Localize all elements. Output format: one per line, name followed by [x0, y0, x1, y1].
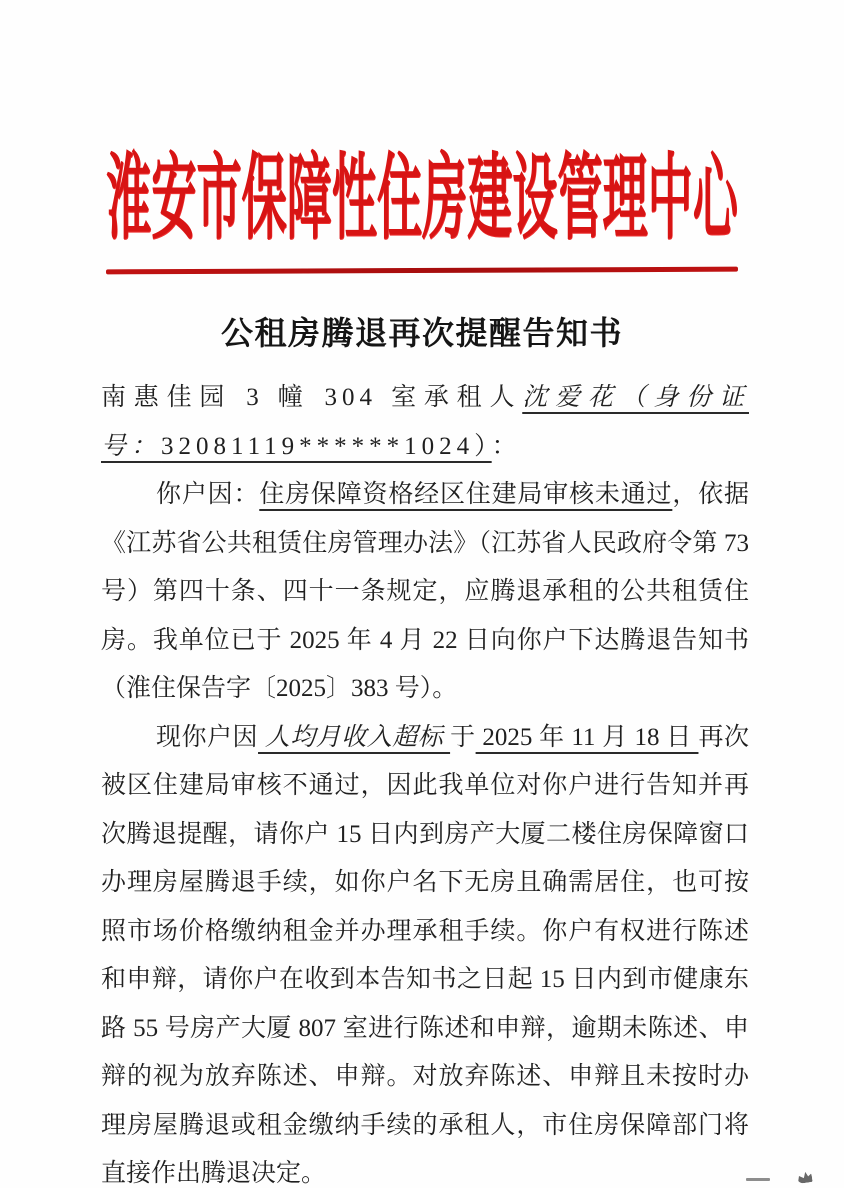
- letterhead-title: 淮安市保障性住房建设管理中心: [106, 148, 738, 252]
- document-body: [101, 374, 749, 1188]
- body-text: ，依据《江苏省公共租赁住房管理办法》（江苏省人民政府令第 73 号）第四十条、四十一条规定，应腾退承租的公共租赁住房。我单位已于 2025 年 4 月 22 日向你户下达腾退告知书（淮住保告字〔2025〕383 号）。: [101, 481, 749, 702]
- filled-blank-text: 沈爱花（身份证号：: [101, 384, 749, 460]
- body-text: 于: [450, 723, 476, 751]
- body-text: ：: [491, 432, 522, 460]
- letterhead-rule: [106, 267, 738, 275]
- paragraph: [101, 471, 749, 714]
- filled-blank-text: 2025 年 11 月 18 日: [475, 723, 699, 751]
- scan-artifact-smudge: [796, 1171, 812, 1184]
- body-text: 再次被区住建局审核不通过，因此我单位对你户进行告知并再次腾退提醒，请你户 15 日内到房产大厦二楼住房保障窗口办理房屋腾退手续，如你户名下无房且确需居住，也可按照市场价格缴纳租金并办理承租手续。你户有权进行陈述和申辩，请你户在收到本告知书之日起 15 日内到市健康东路 55 号房产大厦 807 室进行陈述和申辩，逾期未陈述、申辩的视为放弃陈述、申辩。对放弃陈述、申辩且未按时办理房屋腾退或租金缴纳手续的承租人，市住房保障部门将直接作出腾退决定。: [101, 723, 749, 1187]
- paragraph: [101, 714, 749, 1188]
- filled-blank-text: 住房保障资格经区住建局审核未通过: [259, 481, 673, 508]
- scan-artifact-dash: [746, 1178, 770, 1181]
- body-text: 南惠佳园 3 幢 304 室承租人: [101, 384, 523, 411]
- filled-blank-text: 人均月收入超标: [258, 723, 451, 751]
- paragraph: [101, 374, 749, 471]
- filled-blank-text: 32081119******1024）: [161, 432, 492, 460]
- document-title: 公租房腾退再次提醒告知书: [220, 315, 623, 351]
- body-text: 你户因：: [156, 481, 260, 508]
- body-text: 现你户因: [156, 723, 259, 751]
